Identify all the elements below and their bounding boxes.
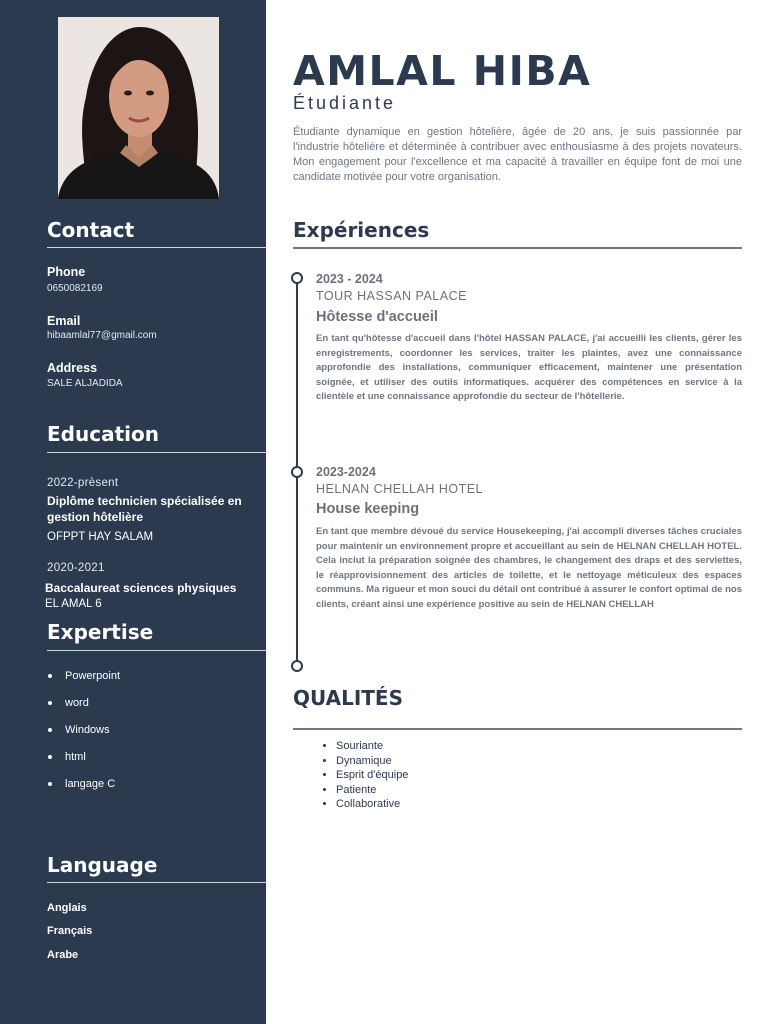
- profile-summary: Étudiante dynamique en gestion hôtelière, âgée de 20 ans, je suis passionnée par l'industrie hôtelière et déterminée à contribuer avec enthousiasme à des projets novateurs. Mon engagement pour l'excellence et ma capacité à travailler en équipe font de moi une candidate motivée pour votre organisation.: [293, 126, 742, 183]
- language-item: Anglais: [47, 902, 87, 914]
- education-date: 2022-prèsent: [47, 477, 119, 489]
- experience-company: TOUR HASSAN PALACE: [316, 289, 467, 303]
- timeline-dot: [291, 272, 303, 284]
- portrait-illustration: [58, 17, 219, 199]
- experience-date: 2023-2024: [316, 465, 376, 479]
- qualites-heading: QUALITÉS: [293, 686, 403, 710]
- language-item: Arabe: [47, 949, 79, 961]
- language-heading: Language: [47, 853, 158, 877]
- education-heading: Education: [47, 422, 159, 446]
- experience-role: Hôtesse d'accueil: [316, 309, 438, 325]
- quality-item: • Patiente: [336, 783, 408, 798]
- education-degree: Baccalaureat sciences physiques: [45, 581, 237, 595]
- experience-description: En tant qu'hôtesse d'accueil dans l'hôtel HASSAN PALACE, j'ai accueilli les clients, gérer les enregistrements, coordonner les services, traiter les plaintes, avez une connaissance approfondie des installations, communiquer efficacement, maintener une présentation soignée, et utiliser des outils informatiques. acquérer des compétences en service à la clientèle et une connaissance approfondie du secteur de l'hôtellerie.: [316, 333, 742, 403]
- language-item: Français: [47, 925, 93, 937]
- education-degree: Diplôme technicien spécialisée en gestion hôtelière: [47, 494, 242, 524]
- qualites-list: [318, 739, 408, 812]
- address-label: Address: [47, 361, 98, 375]
- education-school: EL AMAL 6: [45, 598, 102, 610]
- timeline-dot: [291, 660, 303, 672]
- address-value: SALE ALJADIDA: [47, 378, 123, 389]
- qualites-divider: [293, 728, 742, 730]
- phone-value: 0650082169: [47, 283, 103, 294]
- experiences-heading: Expériences: [293, 218, 430, 242]
- quality-item: • Souriante: [336, 739, 408, 754]
- education-divider: [47, 452, 266, 453]
- experience-date: 2023 - 2024: [316, 272, 383, 286]
- timeline-dot: [291, 466, 303, 478]
- profile-photo: [58, 17, 219, 199]
- education-school: OFPPT HAY SALAM: [47, 531, 154, 543]
- experience-company: HELNAN CHELLAH HOTEL: [316, 482, 483, 496]
- expertise-list: [47, 668, 120, 803]
- experiences-divider: [293, 247, 742, 249]
- expertise-heading: Expertise: [47, 620, 154, 644]
- quality-item: • Esprit d'équipe: [336, 768, 408, 783]
- skill-item: Windows: [47, 722, 120, 749]
- sidebar: [0, 0, 266, 1024]
- language-divider: [47, 882, 266, 883]
- expertise-divider: [47, 650, 266, 651]
- phone-label: Phone: [47, 265, 86, 279]
- skill-item: html: [47, 749, 120, 776]
- experience-role: House keeping: [316, 501, 420, 517]
- email-label: Email: [47, 314, 81, 328]
- experience-description: En tant que membre dévoué du service Housekeeping, j'ai accompli diverses tâches cruciales pour maintenir un environnement propre et accueillant au sein de HELNAN CHELLAH HOTEL. Cela inclut la préparation soignée des chambres, le changement des draps et des serviettes, le réapprovisionnement des articles de toilette, et le nettoyage méticuleux des espaces communs. Ma rigueur et mon souci du détail ont contribué à assurer le confort optimal de nos clients, créant ainsi une expérience positive au sein de HELNAN CHELLAH: [316, 526, 742, 610]
- skill-item: word: [47, 695, 120, 722]
- quality-item: • Dynamique: [336, 754, 408, 769]
- candidate-name: AMLAL HIBA: [293, 47, 592, 95]
- contact-heading: Contact: [47, 218, 135, 242]
- skill-item: langage C: [47, 776, 120, 803]
- skill-item: Powerpoint: [47, 668, 120, 695]
- education-date: 2020-2021: [47, 562, 105, 574]
- email-value: hibaamlal77@gmail.com: [47, 330, 157, 341]
- contact-divider: [47, 247, 266, 248]
- candidate-title: Étudiante: [293, 93, 397, 113]
- quality-item: • Collaborative: [336, 797, 408, 812]
